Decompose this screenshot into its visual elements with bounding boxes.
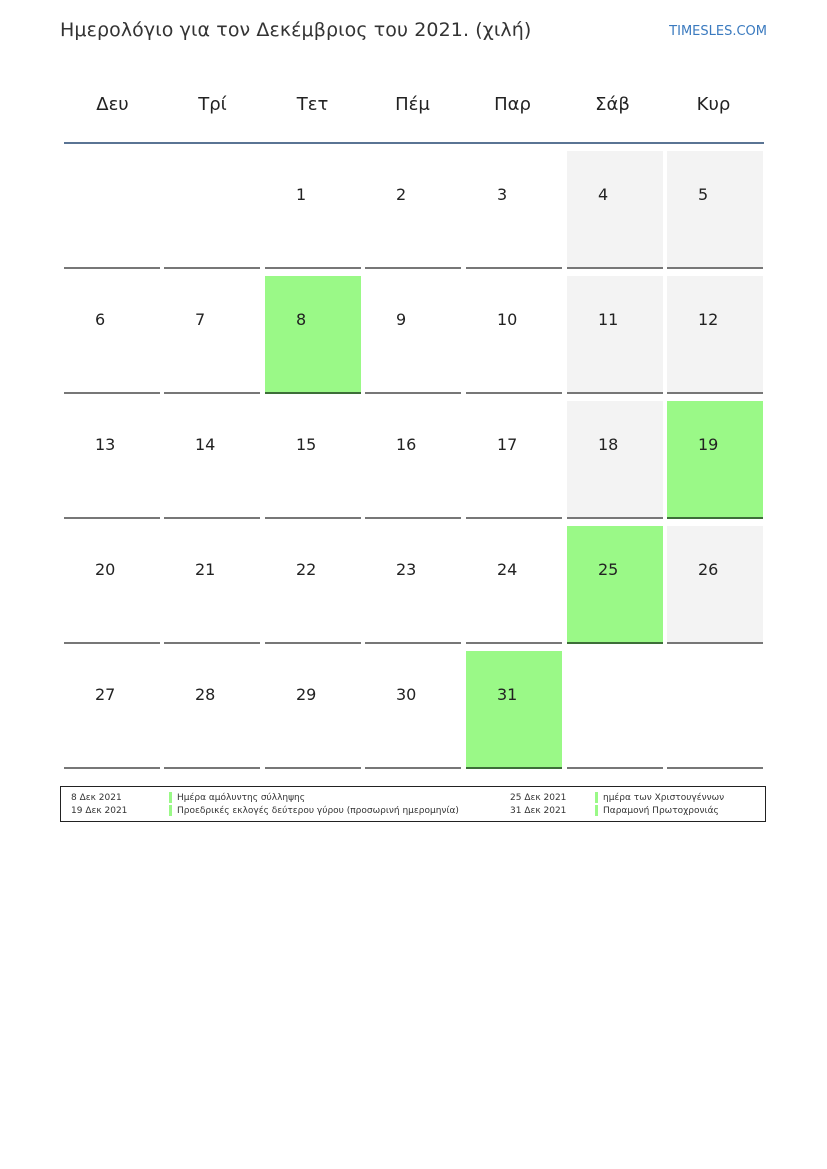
day-cell: [365, 401, 461, 519]
day-number: 5: [698, 185, 709, 204]
day-number: 28: [195, 685, 216, 704]
legend-name: Παραμονή Πρωτοχρονιάς: [603, 806, 719, 816]
legend-item: [510, 805, 760, 817]
legend-name: Προεδρικές εκλογές δεύτερου γύρου (προσωρινή ημερομηνία): [177, 806, 459, 816]
day-number: 4: [598, 185, 609, 204]
weekend-day-cell: [567, 151, 663, 269]
holiday-day-cell: [265, 276, 361, 394]
day-cell: [164, 276, 260, 394]
day-number: 16: [396, 435, 417, 454]
day-cell: [64, 651, 160, 769]
empty-day-cell: [164, 151, 260, 269]
day-number: 3: [497, 185, 508, 204]
day-number: 18: [598, 435, 619, 454]
day-number: 19: [698, 435, 719, 454]
weekend-day-cell: [667, 276, 763, 394]
weekend-day-cell: [667, 151, 763, 269]
day-cell: [265, 151, 361, 269]
day-cell: [164, 526, 260, 644]
weekend-day-cell: [567, 276, 663, 394]
day-cell: [164, 651, 260, 769]
day-number: 30: [396, 685, 417, 704]
legend-item: [71, 792, 411, 804]
weekday-label: Δευ: [96, 93, 129, 115]
day-number: 17: [497, 435, 518, 454]
day-cell: [64, 276, 160, 394]
weekend-day-cell: [667, 526, 763, 644]
weekday-label: Κυρ: [696, 93, 731, 115]
day-cell: [466, 276, 562, 394]
day-number: 14: [195, 435, 216, 454]
holiday-day-cell: [567, 526, 663, 644]
day-cell: [64, 401, 160, 519]
day-cell: [365, 651, 461, 769]
day-number: 21: [195, 560, 216, 579]
day-number: 25: [598, 560, 619, 579]
legend-name: Ημέρα αμόλυντης σύλληψης: [177, 793, 306, 803]
holiday-legend: [60, 786, 766, 822]
empty-day-cell: [567, 651, 663, 769]
day-cell: [365, 151, 461, 269]
weekday-label: Τρί: [198, 93, 227, 115]
legend-item: [510, 792, 760, 804]
day-cell: [365, 526, 461, 644]
day-number: 10: [497, 310, 518, 329]
weekday-label: Παρ: [494, 93, 531, 115]
holiday-day-cell: [667, 401, 763, 519]
weekend-day-cell: [567, 401, 663, 519]
day-number: 15: [296, 435, 317, 454]
holiday-color-swatch: [169, 792, 172, 803]
day-number: 24: [497, 560, 518, 579]
legend-date: 19 Δεκ 2021: [71, 806, 128, 816]
day-cell: [265, 651, 361, 769]
day-number: 20: [95, 560, 116, 579]
holiday-day-cell: [466, 651, 562, 769]
day-number: 8: [296, 310, 307, 329]
day-cell: [466, 401, 562, 519]
empty-day-cell: [667, 651, 763, 769]
day-cell: [164, 401, 260, 519]
page-title: Ημερολόγιο για τον Δεκέμβριος του 2021. (χιλή): [60, 19, 532, 41]
day-number: 29: [296, 685, 317, 704]
day-cell: [265, 526, 361, 644]
day-number: 6: [95, 310, 106, 329]
brand-link[interactable]: TIMESLES.COM: [669, 24, 767, 39]
day-number: 11: [598, 310, 619, 329]
holiday-color-swatch: [169, 805, 172, 816]
legend-date: 8 Δεκ 2021: [71, 793, 122, 803]
day-number: 1: [296, 185, 307, 204]
legend-date: 31 Δεκ 2021: [510, 806, 567, 816]
holiday-color-swatch: [595, 805, 598, 816]
weekday-header: [64, 72, 764, 144]
day-number: 13: [95, 435, 116, 454]
legend-date: 25 Δεκ 2021: [510, 793, 567, 803]
day-number: 31: [497, 685, 518, 704]
day-number: 26: [698, 560, 719, 579]
day-cell: [466, 526, 562, 644]
weekday-label: Τετ: [296, 93, 329, 115]
day-number: 12: [698, 310, 719, 329]
empty-day-cell: [64, 151, 160, 269]
day-number: 27: [95, 685, 116, 704]
weekday-label: Σάβ: [595, 93, 630, 115]
day-number: 22: [296, 560, 317, 579]
day-cell: [64, 526, 160, 644]
day-number: 2: [396, 185, 407, 204]
day-cell: [365, 276, 461, 394]
day-cell: [466, 151, 562, 269]
day-cell: [265, 401, 361, 519]
holiday-color-swatch: [595, 792, 598, 803]
day-number: 23: [396, 560, 417, 579]
day-number: 7: [195, 310, 206, 329]
day-number: 9: [396, 310, 407, 329]
legend-item: [71, 805, 511, 817]
weekday-label: Πέμ: [395, 93, 430, 115]
legend-name: ημέρα των Χριστουγέννων: [603, 793, 725, 803]
